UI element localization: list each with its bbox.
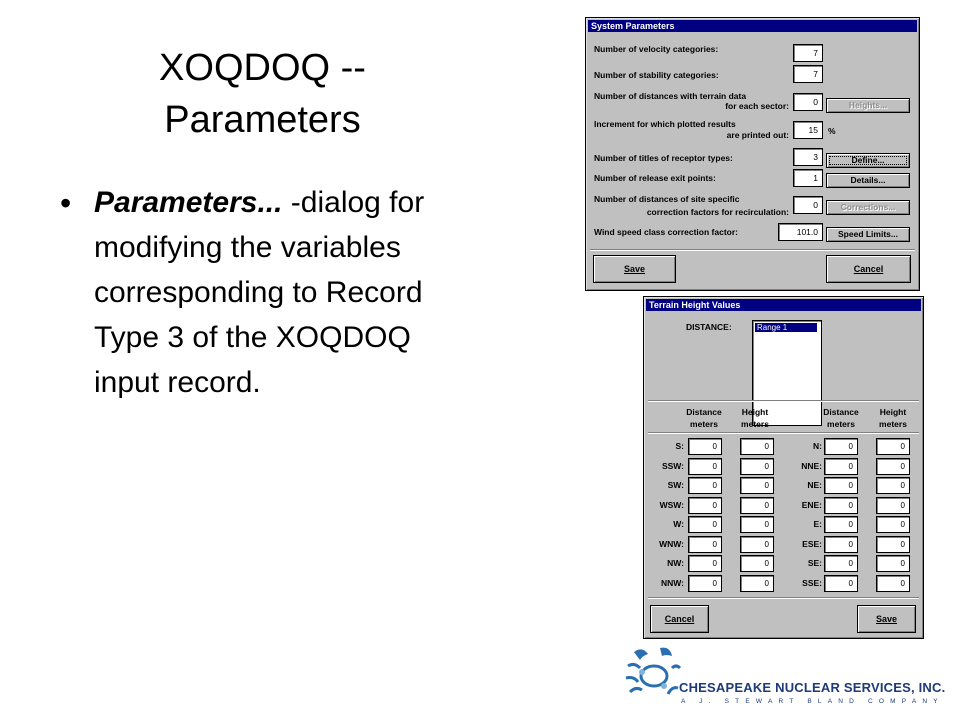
velocity-value: 7 bbox=[813, 48, 818, 58]
sector-height-value: 0 bbox=[900, 578, 905, 588]
sector-label: NE: bbox=[807, 480, 822, 490]
velocity-field[interactable] bbox=[793, 44, 823, 62]
titles-field[interactable] bbox=[793, 148, 823, 166]
cancel-label: Cancel bbox=[853, 264, 884, 274]
sector-label: SE: bbox=[807, 558, 822, 568]
titles-label: Number of titles of receptor types: bbox=[594, 153, 733, 163]
sector-height-value: 0 bbox=[764, 578, 769, 588]
slide-title-line-1: XOQDOQ -- bbox=[159, 47, 366, 89]
save-button[interactable] bbox=[593, 255, 676, 283]
sector-distance-field[interactable] bbox=[688, 516, 722, 533]
terrain-height-titlebar: Terrain Height Values bbox=[646, 299, 921, 311]
sector-height-value: 0 bbox=[900, 461, 905, 471]
left-height-header-2: meters bbox=[741, 419, 769, 429]
sector-distance-value: 0 bbox=[712, 481, 717, 490]
sector-height-value: 0 bbox=[764, 442, 769, 451]
left-distance-header-2: meters bbox=[690, 419, 718, 429]
sector-height-field[interactable] bbox=[740, 497, 774, 514]
wind-speed-field[interactable] bbox=[778, 223, 823, 241]
sector-distance-value: 0 bbox=[712, 461, 717, 471]
sector-height-field[interactable] bbox=[876, 536, 910, 553]
exit-points-value: 1 bbox=[813, 173, 818, 183]
sector-distance-value: 0 bbox=[848, 559, 853, 568]
sector-height-value: 0 bbox=[900, 559, 905, 568]
recirc-label-1: Number of distances of site specific bbox=[594, 194, 740, 204]
system-parameters-titlebar: System Parameters bbox=[588, 20, 917, 32]
sector-label: ENE: bbox=[801, 499, 822, 510]
distance-label: DISTANCE: bbox=[686, 322, 732, 332]
sector-label: NW: bbox=[667, 558, 684, 568]
sector-height-value: 0 bbox=[764, 481, 769, 490]
company-name: CHESAPEAKE NUCLEAR SERVICES, INC. bbox=[679, 680, 946, 695]
crab-logo-icon bbox=[620, 642, 682, 704]
terrain-cancel-button[interactable] bbox=[650, 605, 709, 633]
sector-height-value: 0 bbox=[764, 461, 769, 471]
sector-height-field[interactable] bbox=[740, 575, 774, 592]
sector-distance-field[interactable] bbox=[688, 555, 722, 572]
sector-label: SW: bbox=[667, 480, 684, 490]
left-distance-header-1: Distance bbox=[686, 407, 722, 417]
terrain-cancel-label: Cancel bbox=[664, 614, 695, 624]
sector-height-field[interactable] bbox=[876, 458, 910, 475]
sector-height-value: 0 bbox=[900, 442, 905, 451]
sector-distance-value: 0 bbox=[848, 461, 853, 471]
recirc-value: 0 bbox=[813, 200, 818, 210]
sector-distance-value: 0 bbox=[712, 442, 717, 451]
sector-height-value: 0 bbox=[764, 539, 769, 549]
increment-label-2: are printed out: bbox=[726, 130, 789, 140]
sector-label: WSW: bbox=[659, 499, 684, 510]
sector-height-field[interactable] bbox=[876, 516, 910, 533]
sector-distance-value: 0 bbox=[848, 442, 853, 451]
sector-height-field[interactable] bbox=[740, 458, 774, 475]
bullet-marker: • bbox=[60, 185, 72, 221]
sector-height-field[interactable] bbox=[876, 575, 910, 592]
company-tagline: A J. STEWART BLAND COMPANY bbox=[681, 698, 944, 705]
terrain-separator-top bbox=[648, 400, 919, 402]
bullet-description: -dialog for modifying the variables corresponding to Record Type 3 of the XOQDOQ input record. bbox=[94, 186, 425, 399]
sector-distance-field[interactable] bbox=[824, 497, 858, 514]
sector-distance-field[interactable] bbox=[824, 458, 858, 475]
sector-distance-field[interactable] bbox=[688, 438, 722, 455]
right-height-header-2: meters bbox=[879, 419, 907, 429]
sector-distance-field[interactable] bbox=[824, 555, 858, 572]
sector-height-field[interactable] bbox=[740, 536, 774, 553]
sector-label: ESE: bbox=[802, 538, 822, 549]
velocity-label: Number of velocity categories: bbox=[594, 44, 719, 54]
sector-distance-value: 0 bbox=[712, 539, 717, 549]
sector-height-value: 0 bbox=[764, 559, 769, 568]
distances-label-1: Number of distances with terrain data bbox=[594, 91, 747, 101]
sector-label: SSE: bbox=[802, 577, 822, 588]
distance-list-item[interactable]: Range 1 bbox=[755, 323, 817, 332]
sector-label: NNW: bbox=[661, 577, 684, 588]
sector-height-field[interactable] bbox=[740, 438, 774, 455]
stability-label: Number of stability categories: bbox=[594, 70, 719, 80]
titles-value: 3 bbox=[813, 152, 818, 162]
sector-height-value: 0 bbox=[900, 500, 905, 510]
sector-height-value: 0 bbox=[900, 539, 905, 549]
sector-height-field[interactable] bbox=[740, 555, 774, 572]
sector-label: WNW: bbox=[659, 538, 684, 549]
system-parameters-dialog bbox=[585, 17, 920, 291]
sector-label: S: bbox=[675, 441, 684, 451]
increment-label-1: Increment for which plotted results bbox=[594, 119, 736, 129]
sector-height-value: 0 bbox=[764, 500, 769, 510]
sector-distance-value: 0 bbox=[848, 500, 853, 510]
bullet-text bbox=[94, 180, 464, 405]
sector-label: E: bbox=[813, 519, 822, 529]
right-height-header-1: Height bbox=[879, 407, 907, 417]
sector-height-field[interactable] bbox=[876, 555, 910, 572]
sector-distance-value: 0 bbox=[712, 559, 717, 568]
sector-distance-value: 0 bbox=[712, 500, 717, 510]
recirc-field[interactable] bbox=[793, 196, 823, 214]
exit-points-field[interactable] bbox=[793, 169, 823, 187]
sector-distance-field[interactable] bbox=[824, 438, 858, 455]
stability-value: 7 bbox=[813, 69, 818, 79]
slide-title-line-2: Parameters bbox=[164, 99, 361, 141]
sector-distance-field[interactable] bbox=[824, 575, 858, 592]
sector-distance-value: 0 bbox=[712, 578, 717, 588]
terrain-height-dialog bbox=[643, 296, 924, 639]
terrain-separator-bottom bbox=[648, 597, 919, 599]
distances-field[interactable] bbox=[793, 93, 823, 111]
sector-distance-value: 0 bbox=[712, 520, 717, 529]
terrain-save-label: Save bbox=[875, 614, 898, 624]
sector-height-field[interactable] bbox=[876, 438, 910, 455]
speed-limits-button[interactable]: Speed Limits... bbox=[826, 227, 910, 242]
define-button[interactable]: Define... bbox=[826, 153, 910, 168]
sector-height-field[interactable] bbox=[876, 477, 910, 494]
sector-label: W: bbox=[673, 519, 684, 529]
left-height-header-1: Height bbox=[741, 407, 769, 417]
sector-label: SSW: bbox=[661, 460, 684, 471]
sector-height-field[interactable] bbox=[876, 497, 910, 514]
sector-height-field[interactable] bbox=[740, 477, 774, 494]
details-button[interactable]: Details... bbox=[826, 173, 910, 188]
dialog-separator bbox=[590, 249, 915, 251]
terrain-save-button[interactable] bbox=[857, 605, 916, 633]
increment-unit: % bbox=[828, 126, 836, 136]
corrections-button[interactable]: Corrections... bbox=[826, 200, 910, 215]
right-distance-header-1: Distance bbox=[823, 407, 859, 417]
wind-speed-value: 101.0 bbox=[796, 227, 818, 237]
exit-points-label: Number of release exit points: bbox=[594, 173, 716, 183]
sector-distance-field[interactable] bbox=[688, 575, 722, 592]
sector-distance-value: 0 bbox=[848, 481, 853, 490]
sector-distance-value: 0 bbox=[848, 520, 853, 529]
sector-distance-field[interactable] bbox=[824, 536, 858, 553]
sector-distance-value: 0 bbox=[848, 539, 853, 549]
sector-height-value: 0 bbox=[900, 481, 905, 490]
sector-distance-field[interactable] bbox=[688, 536, 722, 553]
sector-label: N: bbox=[813, 441, 822, 451]
distances-value: 0 bbox=[813, 97, 818, 107]
slide-title bbox=[130, 42, 395, 146]
sector-distance-field[interactable] bbox=[688, 477, 722, 494]
save-label: Save bbox=[623, 264, 646, 274]
sector-height-value: 0 bbox=[900, 520, 905, 529]
sector-distance-field[interactable] bbox=[688, 497, 722, 514]
increment-value: 15 bbox=[808, 125, 818, 135]
sector-height-field[interactable] bbox=[740, 516, 774, 533]
stability-field[interactable] bbox=[793, 65, 823, 83]
distances-label-2: for each sector: bbox=[725, 101, 789, 111]
heights-button[interactable]: Heights... bbox=[826, 98, 910, 113]
cancel-button[interactable] bbox=[826, 255, 911, 283]
sector-distance-field[interactable] bbox=[688, 458, 722, 475]
sector-distance-field[interactable] bbox=[824, 516, 858, 533]
increment-field[interactable] bbox=[793, 121, 823, 139]
right-distance-header-2: meters bbox=[827, 419, 855, 429]
bullet-bold-term: Parameters... bbox=[94, 186, 283, 219]
terrain-separator-mid bbox=[648, 432, 919, 434]
sector-height-value: 0 bbox=[764, 520, 769, 529]
sector-label: NNE: bbox=[801, 460, 822, 471]
recirc-label-2: correction factors for recirculation: bbox=[646, 207, 789, 217]
wind-speed-label: Wind speed class correction factor: bbox=[594, 227, 738, 237]
sector-distance-field[interactable] bbox=[824, 477, 858, 494]
sector-distance-value: 0 bbox=[848, 578, 853, 588]
